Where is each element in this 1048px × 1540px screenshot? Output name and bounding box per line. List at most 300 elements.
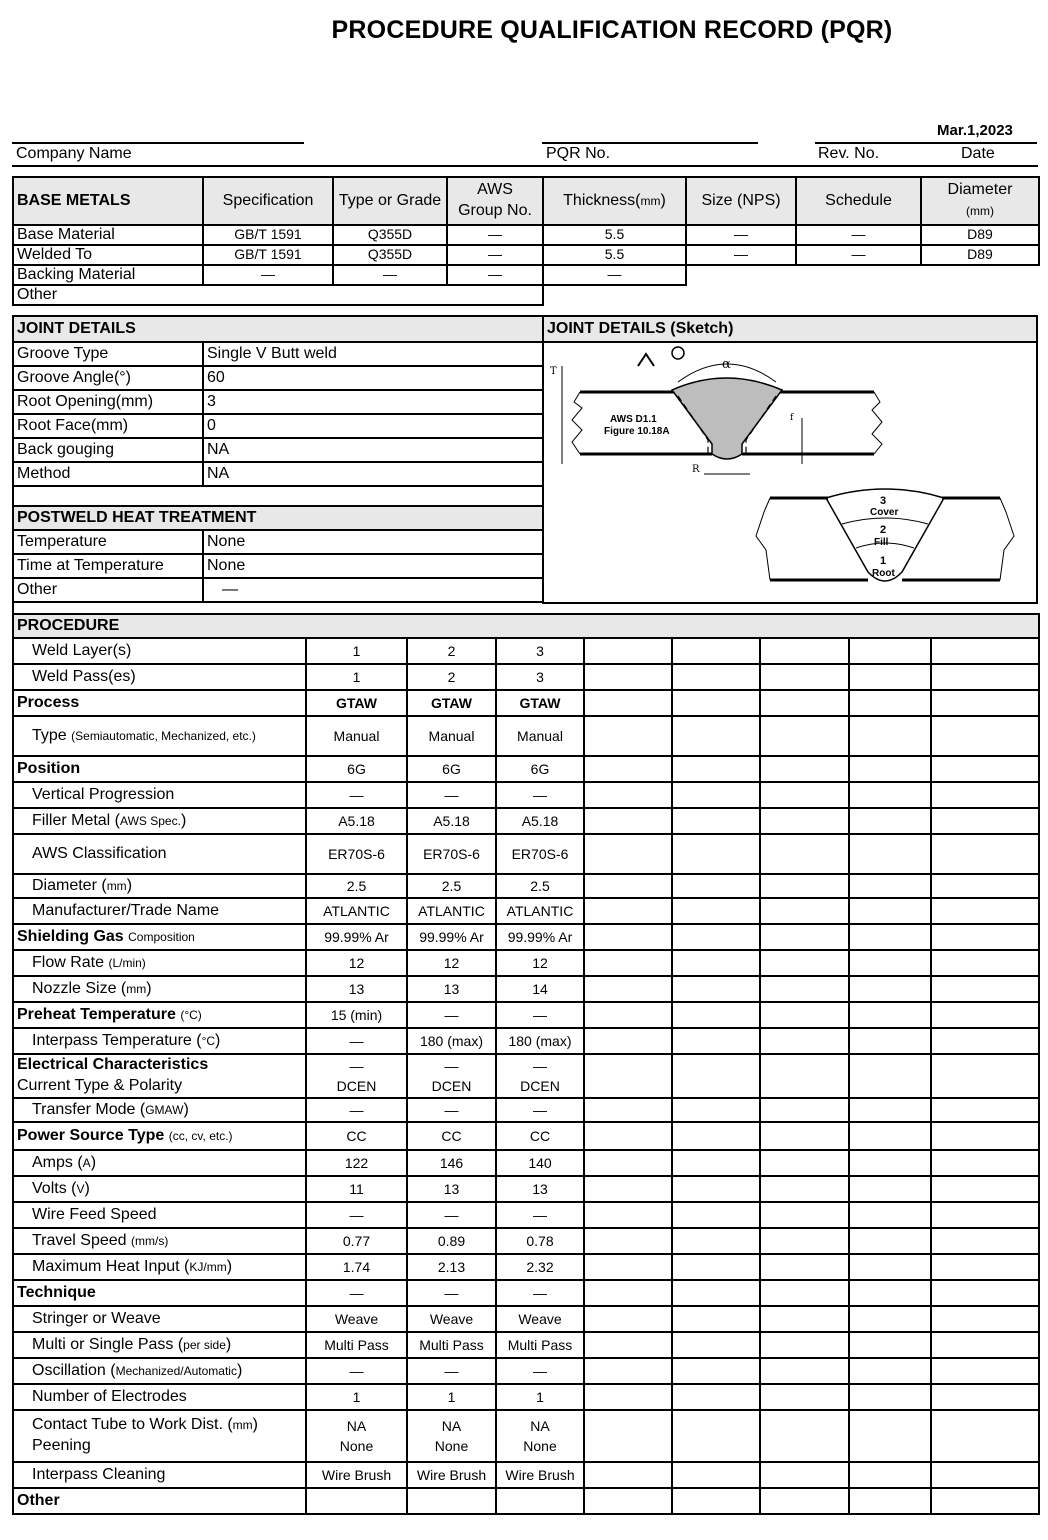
label-note: GMAW [145,1102,184,1117]
label-suffix: ) [183,1100,189,1118]
cell: — [447,225,543,245]
row-label: Other [13,578,203,602]
pwht-heading: POSTWELD HEAT TREATMENT [13,506,543,530]
procedure-cell [672,1410,760,1462]
cell-value: 15 (min) [330,1006,383,1023]
cell-value-2: DCEN [520,1078,560,1094]
procedure-cell [407,1054,496,1098]
label-text: Transfer Mode ( [32,1100,146,1118]
procedure-cell [760,716,849,756]
company-name-line [12,142,304,144]
base-metals-heading: BASE METALS [13,177,203,225]
col-thickness: Thickness(mm) [543,177,686,225]
procedure-cell [407,1384,496,1410]
procedure-cell [496,664,584,690]
procedure-cell [496,1002,584,1028]
procedure-cell [760,1306,849,1332]
cell-value: — [444,1284,459,1301]
col-aws-group: AWS Group No. [447,177,543,225]
procedure-row-label [13,1002,306,1028]
cell-value: CC [529,1127,551,1144]
label-note: (°C) [180,1007,202,1022]
left-spacer-border [12,486,14,506]
procedure-cell [496,808,584,834]
col-type-grade: Type or Grade [333,177,447,225]
cell-value: — [533,1206,547,1223]
procedure-cell [306,1462,407,1488]
procedure-row-label [13,1098,306,1122]
pwht-table [12,505,544,603]
procedure-cell [496,976,584,1002]
procedure-cell [760,756,849,782]
cell-value: 180 (max) [508,1032,572,1049]
cell-value: 2.32 [526,1258,554,1275]
procedure-cell [672,1358,760,1384]
procedure-cell [672,924,760,950]
label-note: (Semiautomatic, Mechanized, etc.) [71,728,256,743]
procedure-cell [407,976,496,1002]
procedure-row-label [13,1028,306,1054]
procedure-row-label [13,690,306,716]
procedure-cell [849,1462,931,1488]
procedure-cell [672,690,760,716]
procedure-cell [407,1358,496,1384]
other-row: Other [13,285,543,305]
label-text: Volts ( [32,1179,77,1197]
cell-value: — [349,786,364,803]
procedure-row [13,1306,1039,1332]
row-label: Temperature [13,530,203,554]
procedure-cell [760,1054,849,1098]
cell-value: — [533,1362,547,1379]
procedure-row-label [13,1410,306,1462]
cell: GB/T 1591 [203,225,333,245]
cell-value: — [533,1057,547,1074]
date-label: Date [961,145,995,162]
label-text: Other [17,1491,60,1509]
procedure-cell [760,834,849,874]
cell-value-2: DCEN [431,1078,472,1094]
procedure-cell [584,664,672,690]
label-text: Wire Feed Speed [32,1205,157,1223]
row-label: Back gouging [13,438,203,462]
rev-date-line [815,142,1037,144]
cell-value: 2.5 [530,877,550,894]
procedure-cell [496,834,584,874]
joint-sketch-heading: JOINT DETAILS (Sketch) [543,316,1037,342]
joint-sketch-drawing [544,340,1038,602]
procedure-cell [496,690,584,716]
procedure-cell [931,1488,1039,1514]
procedure-row [13,756,1039,782]
cell-value: — [349,1101,364,1118]
label-text: Vertical Progression [32,785,175,803]
procedure-cell [760,1122,849,1150]
cell-value: 13 [443,980,460,997]
procedure-cell [849,1150,931,1176]
label-text: AWS Classification [32,844,167,862]
cell-value-2: None [523,1438,557,1454]
cell-value: ATLANTIC [323,902,390,919]
procedure-cell [407,1488,496,1514]
procedure-cell [760,1098,849,1122]
procedure-cell [306,1332,407,1358]
procedure-cell [849,808,931,834]
procedure-row [13,664,1039,690]
procedure-cell [849,1122,931,1150]
procedure-cell [306,1228,407,1254]
procedure-row [13,1098,1039,1122]
procedure-cell [306,924,407,950]
procedure-cell [407,1122,496,1150]
cell-value: Wire Brush [416,1466,487,1483]
procedure-cell [496,1488,584,1514]
procedure-cell [306,1150,407,1176]
procedure-cell [672,1122,760,1150]
procedure-row-label [13,808,306,834]
cell-value: 122 [344,1154,369,1171]
cell: — [543,265,686,285]
procedure-cell [584,1054,672,1098]
cell: — [686,245,796,265]
procedure-cell [760,1228,849,1254]
procedure-cell [931,874,1039,898]
procedure-cell [496,1176,584,1202]
procedure-cell [306,782,407,808]
procedure-cell [672,1150,760,1176]
label-text: Stringer or Weave [32,1309,161,1327]
procedure-cell [931,1358,1039,1384]
procedure-row-label [13,782,306,808]
procedure-cell [584,1098,672,1122]
procedure-row [13,976,1039,1002]
procedure-cell [584,690,672,716]
procedure-cell [849,950,931,976]
label-text-2: Current Type & Polarity [17,1077,183,1094]
procedure-cell [931,782,1039,808]
procedure-cell [584,716,672,756]
cell-value: GTAW [519,694,561,711]
cell-value: 11 [349,1180,364,1197]
cell-value: 12 [532,954,548,971]
procedure-row [13,1280,1039,1306]
procedure-row [13,638,1039,664]
cell: — [333,265,447,285]
procedure-row-label [13,1306,306,1332]
procedure-cell [306,1358,407,1384]
cell-value: 1 [536,1388,544,1405]
procedure-row-label [13,1358,306,1384]
procedure-row [13,834,1039,874]
procedure-cell [496,1150,584,1176]
procedure-cell [407,1306,496,1332]
procedure-row-label [13,1202,306,1228]
procedure-row [13,1358,1039,1384]
procedure-cell [407,1254,496,1280]
procedure-cell [407,638,496,664]
label-note: V [76,1181,85,1196]
procedure-cell [306,1002,407,1028]
cell-value: NA [441,1417,462,1434]
procedure-cell [584,1228,672,1254]
procedure-cell [407,950,496,976]
procedure-cell [306,898,407,924]
procedure-cell [760,1488,849,1514]
label-text: Power Source Type [17,1126,169,1144]
procedure-cell [931,1254,1039,1280]
procedure-row-label [13,1462,306,1488]
procedure-cell [760,1202,849,1228]
procedure-row-label [13,1332,306,1358]
procedure-cell [931,1228,1039,1254]
procedure-cell [496,1306,584,1332]
procedure-cell [407,874,496,898]
procedure-cell [672,1054,760,1098]
label-suffix: ) [226,1257,233,1275]
procedure-cell [584,1280,672,1306]
procedure-row-label [13,1054,306,1098]
label-text: Travel Speed [32,1231,132,1249]
procedure-cell [672,874,760,898]
procedure-cell [407,1002,496,1028]
procedure-cell [849,1028,931,1054]
procedure-cell [760,1176,849,1202]
row-label: Backing Material [13,265,203,285]
procedure-row [13,782,1039,808]
cell-value: 1 [352,642,361,659]
cell-value: 12 [443,954,460,971]
procedure-row [13,1202,1039,1228]
col-size: Size (NPS) [686,177,796,225]
cell-value: 3 [536,668,544,685]
procedure-cell [407,782,496,808]
label-note: (L/min) [108,955,146,970]
procedure-cell [760,664,849,690]
cell: — [447,265,543,285]
procedure-cell [849,1176,931,1202]
procedure-row [13,1254,1039,1280]
procedure-cell [760,1410,849,1462]
procedure-cell [584,1384,672,1410]
label-note: A [82,1155,91,1170]
procedure-row-label [13,1150,306,1176]
label-text: Nozzle Size ( [32,979,127,997]
procedure-cell [306,1098,407,1122]
cell-value: 0.78 [526,1232,554,1249]
procedure-cell [760,1254,849,1280]
cell-value: A5.18 [521,812,559,829]
cell-value-2: None [339,1438,374,1454]
figure-line1: AWS D1.1 [610,414,657,425]
cell-value-2: DCEN [336,1078,377,1094]
cell: 0 [203,414,543,438]
joint-details-table [12,315,544,487]
procedure-cell [584,1028,672,1054]
label-suffix: ) [126,876,133,894]
procedure-cell [672,1254,760,1280]
procedure-row [13,1488,1039,1514]
cell-value: 0.89 [437,1232,466,1249]
cell-value: 2.5 [346,877,367,894]
alpha-label: α [722,357,731,372]
cell-value: CC [346,1127,367,1144]
procedure-cell [931,1122,1039,1150]
procedure-cell [306,1028,407,1054]
procedure-cell [496,1384,584,1410]
procedure-row-label [13,638,306,664]
procedure-cell [407,1028,496,1054]
label-suffix: ) [180,811,187,829]
procedure-cell [931,950,1039,976]
procedure-cell [849,924,931,950]
cell-value: 99.99% Ar [324,928,389,945]
label-text: Filler Metal ( [32,811,121,829]
procedure-cell [407,690,496,716]
procedure-cell [306,976,407,1002]
label-text: Contact Tube to Work Dist. ( [32,1416,233,1434]
label-text-2: Peening [32,1437,91,1454]
procedure-cell [849,1410,931,1462]
procedure-cell [496,756,584,782]
procedure-cell [672,1306,760,1332]
procedure-cell [584,782,672,808]
cell: Q355D [333,245,447,265]
cell: NA [203,438,543,462]
cell-value: Multi Pass [419,1336,484,1353]
procedure-cell [849,1098,931,1122]
procedure-cell [584,1306,672,1332]
cell-value: ER70S-6 [511,845,569,862]
procedure-cell [407,1410,496,1462]
cell-value: Wire Brush [321,1466,392,1483]
label-text: Number of Electrodes [32,1387,187,1405]
procedure-row [13,924,1039,950]
procedure-row [13,690,1039,716]
procedure-cell [849,664,931,690]
procedure-cell [584,1150,672,1176]
label-suffix: ) [252,1416,258,1434]
cell-value: Multi Pass [507,1336,573,1353]
cell-value: GTAW [336,694,377,711]
cell: 5.5 [543,245,686,265]
procedure-cell [306,874,407,898]
procedure-cell [407,1098,496,1122]
procedure-cell [407,1228,496,1254]
cell-value: 13 [532,1180,548,1197]
label-text: Preheat Temperature [17,1005,181,1023]
procedure-cell [849,1202,931,1228]
label-note: (cc, cv, etc.) [168,1128,233,1143]
label-note: mm [106,878,127,893]
procedure-row-label [13,1488,306,1514]
cell-value: 6G [347,760,366,777]
procedure-cell [306,808,407,834]
procedure-cell [672,716,760,756]
procedure-row [13,1332,1039,1358]
procedure-cell [849,898,931,924]
procedure-cell [849,1054,931,1098]
procedure-cell [584,1410,672,1462]
procedure-row [13,874,1039,898]
procedure-cell [672,1332,760,1358]
cell-value: 2.13 [437,1258,466,1275]
procedure-row-label [13,976,306,1002]
cell-value: — [349,1206,364,1223]
procedure-cell [931,690,1039,716]
procedure-row-label [13,716,306,756]
procedure-cell [760,1462,849,1488]
procedure-cell [672,638,760,664]
cell: NA [203,462,543,486]
cell-value: 2 [447,668,456,685]
procedure-cell [760,690,849,716]
procedure-cell [760,782,849,808]
procedure-cell [584,1488,672,1514]
procedure-cell [407,808,496,834]
cell-value: 1 [352,1388,361,1405]
cell-value: 13 [443,1180,460,1197]
procedure-row-label [13,950,306,976]
procedure-cell [931,1410,1039,1462]
procedure-cell [760,1384,849,1410]
procedure-cell [496,1098,584,1122]
cell-value: — [349,1362,364,1379]
cell-value: GTAW [431,694,472,711]
cell-value: — [533,1284,547,1301]
procedure-row [13,1462,1039,1488]
row-label: Groove Type [13,342,203,366]
procedure-cell [584,976,672,1002]
label-note: °C [201,1033,216,1048]
row-label: Method [13,462,203,486]
procedure-cell [931,1028,1039,1054]
procedure-cell [672,1028,760,1054]
label-note: mm [232,1418,253,1433]
procedure-cell [760,874,849,898]
procedure-row [13,950,1039,976]
procedure-cell [496,1332,584,1358]
procedure-cell [849,690,931,716]
blank [686,265,1039,285]
label-text: Multi or Single Pass ( [32,1335,184,1353]
procedure-row-label [13,1254,306,1280]
procedure-cell [672,1488,760,1514]
procedure-cell [849,1280,931,1306]
procedure-cell [672,1280,760,1306]
cell: None [203,554,543,578]
cell-value-2: None [434,1438,469,1454]
procedure-row [13,1122,1039,1150]
col-specification: Specification [203,177,333,225]
procedure-cell [931,1306,1039,1332]
procedure-cell [931,1054,1039,1098]
procedure-cell [407,1176,496,1202]
cell-value: Manual [428,727,475,744]
cell-value: 1.74 [342,1258,371,1275]
label-text: Interpass Temperature ( [32,1031,202,1049]
label-note: AWS Spec. [120,813,181,828]
label-text: Amps ( [32,1153,83,1171]
cell: None [203,530,543,554]
procedure-cell [407,1280,496,1306]
procedure-row [13,716,1039,756]
procedure-cell [931,1150,1039,1176]
procedure-cell [849,976,931,1002]
procedure-row-label [13,1176,306,1202]
procedure-cell [931,638,1039,664]
cell: D89 [921,225,1039,245]
cell-value: 12 [348,954,365,971]
